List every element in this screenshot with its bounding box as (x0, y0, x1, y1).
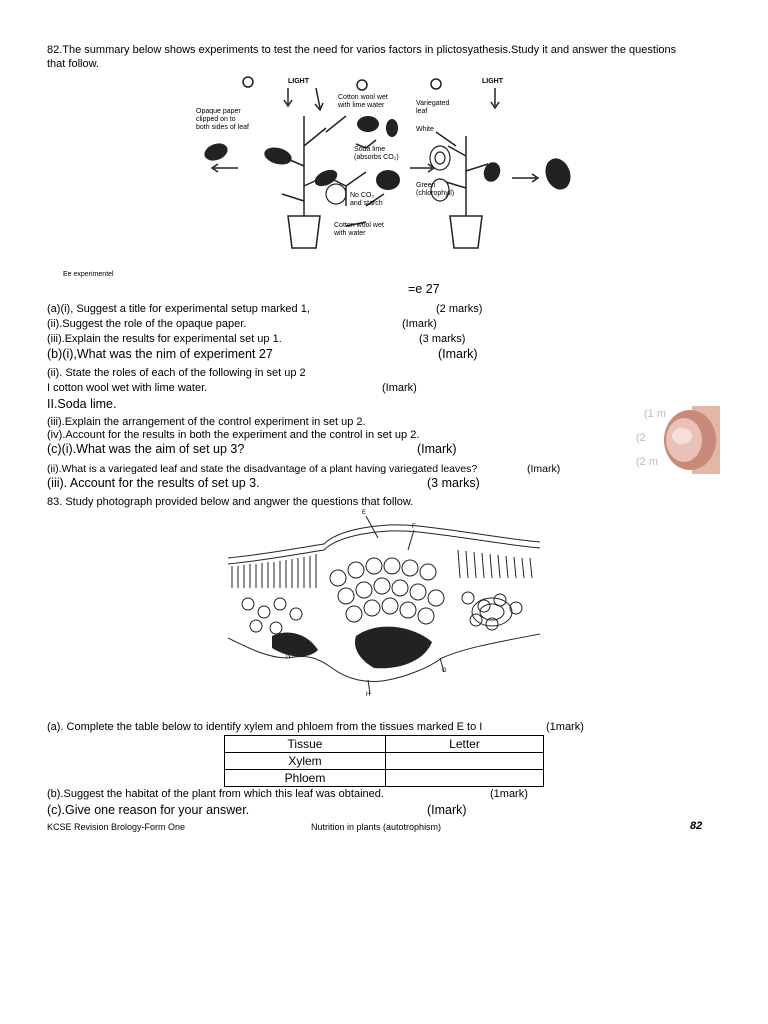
label-f: F (412, 524, 416, 530)
marks-b-ii-i: (Imark) (382, 382, 417, 394)
marks-b-i: (Imark) (438, 347, 478, 361)
intro-line-1: 82.The summary below shows experiments to test the need for varios factors in plictosyathesis.Study it and answer the questions (47, 44, 677, 56)
question-83-a: (a). Complete the table below to identify xylem and phloem from the tissues marked E to I (47, 721, 483, 733)
question-c-i: (c)(i).What was the aim of set up 3? (47, 442, 245, 456)
question-b-ii-i: I cotton wool wet with lime water. (47, 382, 208, 394)
question-b-ii: (ii). State the roles of each of the following in set up 2 (47, 367, 306, 379)
question-c-ii: (ii).What is a variegated leaf and state the disadvantage of a plant having variegated leaves? (47, 463, 478, 475)
label-white: White (416, 126, 434, 133)
marks-a-i: (2 marks) (436, 303, 483, 315)
label-cotton-water: Cotton wool wet with water (334, 222, 384, 237)
table-row (225, 753, 544, 770)
question-83-b: (b).Suggest the habitat of the plant from which this leaf was obtained. (47, 788, 384, 800)
question-a-iii: (iii).Explain the results for experimental set up 1. (47, 333, 282, 345)
question-83-intro: 83. Study photograph provided below and angwer the questions that follow. (47, 496, 414, 508)
table-cell-letter[interactable] (386, 753, 544, 770)
label-green: Green (chlorophyll) (416, 182, 455, 197)
marks-c-iii: (3 marks) (427, 476, 480, 490)
question-b-ii-ii: II.Soda lime. (47, 397, 117, 411)
table-row (225, 770, 544, 787)
experiment-number: =e 27 (408, 282, 440, 296)
question-b-iii: (iii).Explain the arrangement of the control experiment in set up 2. (47, 416, 366, 428)
marks-a-ii: (Imark) (402, 318, 437, 330)
table-cell-tissue: Xylem (225, 753, 386, 770)
table-header-tissue: Tissue (225, 736, 386, 753)
footer-center: Nutrition in plants (autotrophism) (311, 822, 442, 832)
table-header-row (225, 736, 544, 753)
thumb-mark-1: (1 m (644, 408, 666, 420)
question-b-iv: (iv).Account for the results in both the experiment and the control in set up 2. (47, 429, 420, 441)
table-header-letter: Letter (386, 736, 544, 753)
label-e: E (362, 510, 367, 516)
leaf-section-figure (228, 508, 540, 702)
question-83-c: (c).Give one reason for your answer. (47, 803, 250, 817)
question-a-i: (a)(i), Suggest a title for experimental setup marked 1, (47, 303, 310, 315)
label-cotton-lime: Cotton wool wet with lime water (338, 94, 388, 109)
marks-83-c: (Imark) (427, 803, 467, 817)
label-i: I (286, 654, 288, 660)
label-light-left: LIGHT (288, 78, 309, 85)
label-h: H (366, 692, 371, 698)
label-no-co2: No CO₂ and starch (350, 192, 383, 207)
thumb-mark-2: (2 (636, 432, 646, 444)
experiment-figure (196, 76, 572, 252)
marks-c-i: (Imark) (417, 442, 457, 456)
thumb-mark-3: (2 m (636, 456, 658, 468)
figure-caption: Ee experimentel (63, 271, 114, 278)
label-opaque-paper: Opaque paper clipped on to both sides of leaf (196, 108, 249, 131)
question-c-iii: (iii). Account for the results of set up 3. (47, 476, 260, 490)
marks-83-b: (1mark) (490, 788, 528, 800)
label-light-right: LIGHT (482, 78, 503, 85)
thumb-photo (636, 406, 720, 474)
question-b-i: (b)(i),What was the nim of experiment 27 (47, 347, 273, 361)
table-cell-letter[interactable] (386, 770, 544, 787)
label-soda-lime: Soda lime (absorbs CO₂) (354, 146, 399, 161)
table-cell-tissue: Phloem (225, 770, 386, 787)
label-g: G (442, 668, 447, 674)
marks-83-a: (1mark) (546, 721, 584, 733)
intro-line-2: that follow. (47, 58, 99, 70)
question-a-ii: (ii).Suggest the role of the opaque paper. (47, 318, 247, 330)
label-variegated: Variegated leaf (416, 100, 450, 115)
footer-left: KCSE Revision Brology-Form One (47, 822, 186, 832)
marks-c-ii: (Imark) (527, 463, 561, 475)
marks-a-iii: (3 marks) (419, 333, 466, 345)
page-number: 82 (690, 820, 703, 832)
tissue-table (224, 735, 544, 787)
